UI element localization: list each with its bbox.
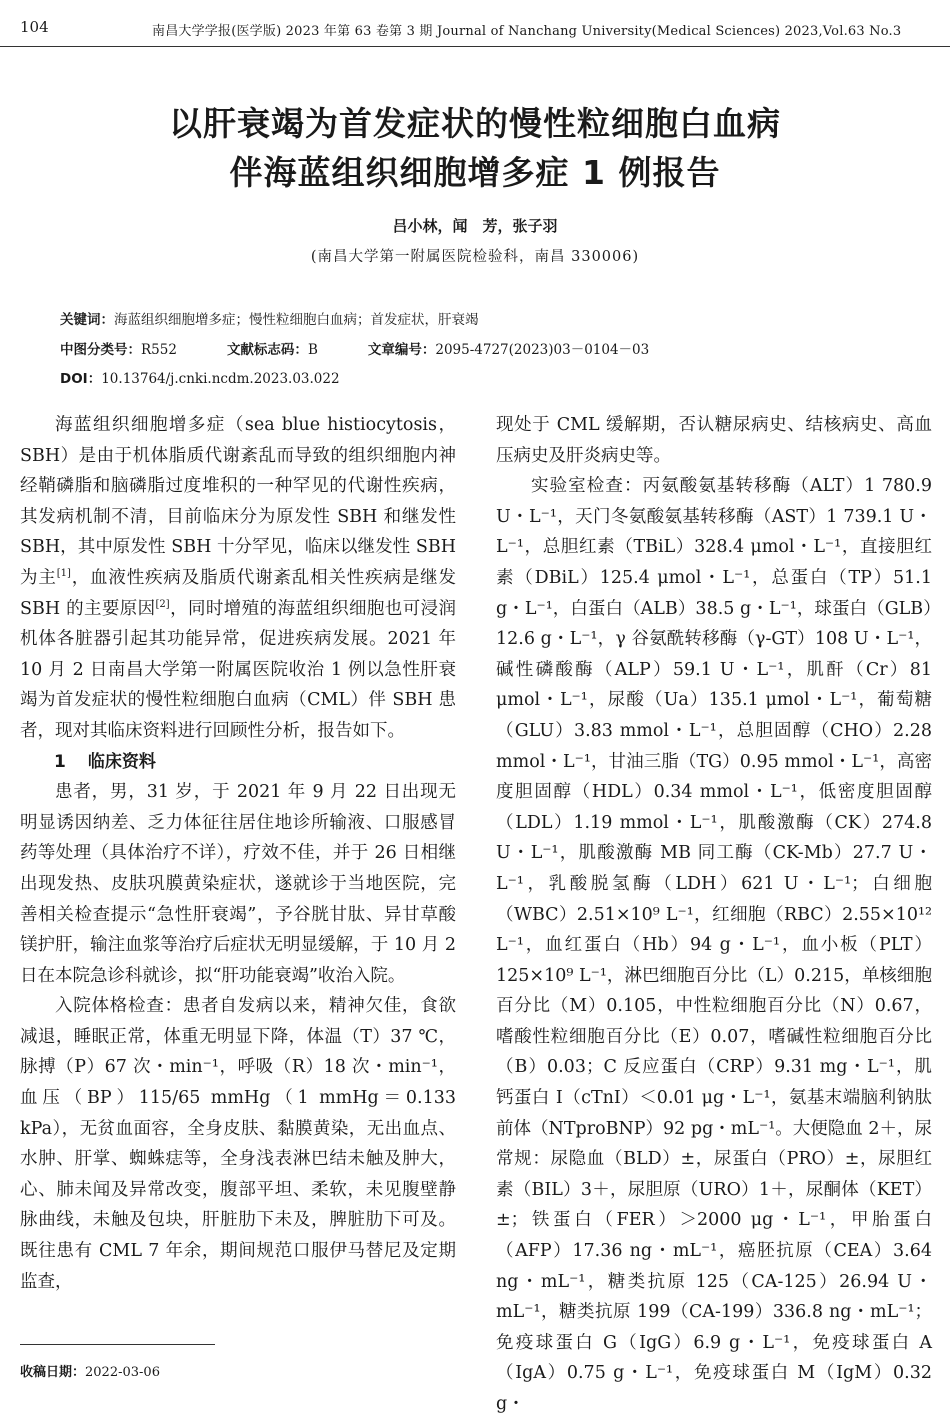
- intro-text-b: ，血液性疾病及脂质代谢紊乱相关性疾病是继发 SBH 的主要原因: [20, 567, 457, 619]
- doc-code-label: 文献标志码：: [226, 342, 308, 358]
- intro-text-c: ，同时增殖的海蓝组织细胞也可浸润机体各脏器引起其功能异常，促进疾病发展。2021 年 10 月 2 日南昌大学第一附属医院收治 1 例以急性肝衰竭为首发症状的慢性粒细胞白血病（CML）伴 SBH 患者，现对其临床资料进行回顾性分析，报告如下。: [20, 598, 456, 741]
- intro-paragraph: [20, 410, 456, 747]
- doi-label: DOI：: [60, 371, 102, 387]
- section-heading: [20, 747, 456, 778]
- lab-tests-paragraph: 实验室检查：丙氨酸氨基转移酶（ALT）1 780.9 U・L⁻¹，天门冬氨酸氨基转移酶（AST）1 739.1 U・L⁻¹，总胆红素（TBiL）328.4 μmol・L⁻¹，直接胆红素（DBiL）125.4 μmol・L⁻¹，总蛋白（TP）51.1 g・L⁻¹，白蛋白（ALB）38.5 g・L⁻¹，球蛋白（GLB）12.6 g・L⁻¹，γ 谷氨酰转移酶（γ-GT）108 U・L⁻¹，碱性磷酸酶（ALP）59.1 U・L⁻¹，肌酐（Cr）81 μmol・L⁻¹，尿酸（Ua）135.1 μmol・L⁻¹，葡萄糖（GLU）3.83 mmol・L⁻¹，总胆固醇（CHO）2.28 mmol・L⁻¹，甘油三脂（TG）0.95 mmol・L⁻¹，高密度胆固醇（HDL）0.34 mmol・L⁻¹，低密度胆固醇（LDL）1.19 mmol・L⁻¹，肌酸激酶（CK）274.8 U・L⁻¹，肌酸激酶 MB 同工酶（CK-Mb）27.7 U・L⁻¹，乳酸脱氢酶（LDH）621 U・L⁻¹；白细胞（WBC）2.51×10⁹ L⁻¹，红细胞（RBC）2.55×10¹² L⁻¹，血红蛋白（Hb）94 g・L⁻¹，血小板（PLT）125×10⁹ L⁻¹，淋巴细胞百分比（L）0.215，单核细胞百分比（M）0.105，中性粒细胞百分比（N）0.67，嗜酸性粒细胞百分比（E）0.07，嗜碱性粒细胞百分比（B）0.03；C 反应蛋白（CRP）9.31 mg・L⁻¹，肌钙蛋白 I（cTnI）＜0.01 μg・L⁻¹，氨基末端脑利钠肽前体（NTproBNP）92 pg・mL⁻¹。大便隐血 2＋，尿常规：尿隐血（BLD）±，尿蛋白（PRO）±，尿胆红素（BIL）3＋，尿胆原（URO）1＋，尿酮体（KET）±；铁蛋白（FER）＞2000 μg・L⁻¹，甲胎蛋白（AFP）17.36 ng・mL⁻¹，癌胚抗原（CEA）3.64 ng・mL⁻¹，糖类抗原 125（CA-125）26.94 U・mL⁻¹，糖类抗原 199（CA-199）336.8 ng・mL⁻¹；免疫球蛋白 G（IgG）6.9 g・L⁻¹，免疫球蛋白 A（IgA）0.75 g・L⁻¹，免疫球蛋白 M（IgM）0.32 g・: [496, 476, 932, 1414]
- right-column: [496, 410, 932, 1420]
- intro-text-a: 海蓝组织细胞增多症（sea blue histiocytosis，SBH）是由于机体脂质代谢紊乱而导致的组织细胞内神经鞘磷脂和脑磷脂过度堆积的一种罕见的代谢性疾病，其发病机制不清，目前临床分为原发性 SBH 和继发性 SBH，其中原发性 SBH 十分罕见，临床以继发性 SBH 为主: [20, 415, 456, 588]
- footnote-rule: [20, 1344, 215, 1345]
- doi-value[interactable]: 10.13764/j.cnki.ncdm.2023.03.022: [101, 371, 340, 387]
- history-continuation: 现处于 CML 缓解期，否认糖尿病史、结核病史、高血压病史及肝炎病史等。: [496, 415, 932, 466]
- running-header: 南昌大学学报(医学版) 2023 年第 63 卷第 3 期 Journal of Nanchang University(Medical Sciences) 2023,Vol.63 No.3: [152, 24, 902, 39]
- header-rule: [0, 46, 950, 47]
- keywords-text: 海蓝组织细胞增多症；慢性粒细胞白血病；首发症状，肝衰竭: [114, 312, 479, 328]
- section-title: 临床资料: [87, 751, 156, 772]
- article-no-value: 2095-4727(2023)03－0104－03: [435, 342, 650, 358]
- doc-code-value: B: [307, 342, 318, 358]
- section-number: 1: [54, 751, 66, 772]
- clc-value: R552: [141, 342, 177, 358]
- page-number: 104: [20, 18, 49, 36]
- title-line-1: 以肝衰竭为首发症状的慢性粒细胞白血病: [169, 104, 781, 143]
- citation-2[interactable]: [2]: [155, 598, 170, 610]
- article-no-label: 文章编号：: [367, 342, 436, 358]
- case-history-paragraph: 患者，男，31 岁，于 2021 年 9 月 22 日出现无明显诱因纳差、乏力体征往居住地诊所输液、口服感冒药等处理（具体治疗不详），疗效不佳，并于 26 日相继出现发热、皮肤巩膜黄染症状，遂就诊于当地医院，完善相关检查提示“急性肝衰竭”，予谷胱甘肽、异甘草酸镁护肝，输注血浆等治疗后症状无明显缓解，于 10 月 2 日在本院急诊科就诊，拟“肝功能衰竭”收治入院。: [20, 782, 456, 986]
- keywords: [60, 308, 479, 328]
- received-date-value: 2022-03-06: [85, 1365, 160, 1380]
- physical-exam-paragraph: 入院体格检查：患者自发病以来，精神欠佳，食欲减退，睡眠正常，体重无明显下降，体温（T）37 ℃，脉搏（P）67 次・min⁻¹，呼吸（R）18 次・min⁻¹，血压（BP）115/65 mmHg（1 mmHg＝0.133 kPa），无贫血面容，全身皮肤、黏膜黄染，无出血点、水肿、肝掌、蜘蛛痣等，全身浅表淋巴结未触及肿大，心、肺未闻及异常改变，腹部平坦、柔软，未见腹壁静脉曲线，未触及包块，肝脏肋下未及，脾脏肋下可及。既往患有 CML 7 年余，期间规范口服伊马替尼及定期监查，: [20, 996, 456, 1292]
- left-column: [20, 410, 456, 1297]
- authors: 吕小林，闻 芳，张子羽: [392, 217, 558, 235]
- keywords-label: 关键词：: [60, 312, 114, 328]
- received-date-label: 收稿日期：: [20, 1365, 86, 1380]
- doi-line: [60, 367, 340, 387]
- title-line-2: 伴海蓝组织细胞增多症 1 例报告: [229, 153, 721, 192]
- received-date: [20, 1361, 160, 1380]
- citation-1[interactable]: [1]: [56, 568, 71, 580]
- classification-line: [60, 338, 649, 358]
- clc-label: 中图分类号：: [60, 342, 141, 358]
- affiliation: (南昌大学第一附属医院检验科，南昌 330006): [310, 249, 640, 265]
